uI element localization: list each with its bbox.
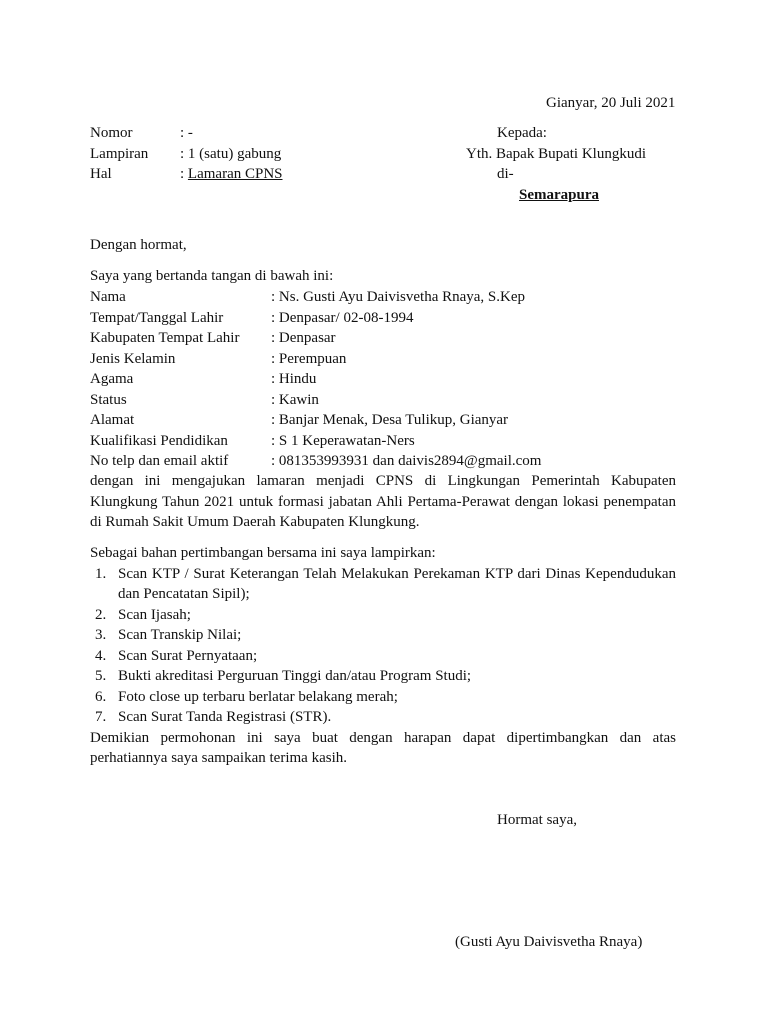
list-number: 1.: [95, 565, 107, 582]
list-number: 3.: [95, 627, 107, 643]
recipient-di: di-: [497, 166, 514, 182]
recipient-city: Semarapura: [519, 187, 599, 203]
closing-paragraph: Demikian permohonan ini saya buat dengan harapan dapat dipertimbangkan dan atas perhatiannya saya sampaikan terima kasih.: [90, 729, 676, 766]
detail-row-ttl: [90, 308, 680, 329]
hal-value: [180, 164, 283, 185]
detail-label: Kabupaten Tempat Lahir: [90, 330, 240, 346]
detail-row-pendidikan: [90, 431, 680, 452]
body-paragraph: dengan ini mengajukan lamaran menjadi CPNS di Lingkungan Pemerintah Kabupaten Klungkung Tahun 2021 untuk formasi jabatan Ahli Pertama-Perawat dengan lokasi penempatan di Rumah Sakit Umum Daerah Kabupaten Klungkung.: [90, 473, 676, 530]
list-text: Scan Surat Pernyataan;: [118, 647, 258, 664]
attachments-intro: Sebagai bahan pertimbangan bersama ini saya lampirkan:: [90, 545, 436, 561]
list-text: Foto close up terbaru berlatar belakang merah;: [118, 688, 398, 705]
detail-row-status: [90, 390, 680, 411]
detail-value: : S 1 Keperawatan-Ners: [271, 432, 415, 449]
detail-value: : Kawin: [271, 391, 319, 408]
detail-value: : Ns. Gusti Ayu Daivisvetha Rnaya, S.Kep: [271, 289, 526, 305]
detail-label: Alamat: [90, 412, 135, 428]
regards: Hormat saya,: [497, 812, 577, 828]
detail-row-agama: [90, 369, 680, 390]
lampiran-value: : 1 (satu) gabung: [180, 145, 282, 162]
lampiran-label: Lampiran: [90, 145, 149, 162]
list-text: Scan Surat Tanda Registrasi (STR).: [118, 709, 332, 725]
detail-value: : Denpasar/ 02-08-1994: [271, 309, 414, 326]
recipient-kepada: Kepada:: [497, 125, 547, 141]
list-number: 5.: [95, 668, 107, 684]
detail-row-kabupaten: [90, 328, 680, 349]
list-number: 6.: [95, 688, 107, 705]
detail-row-kontak: [90, 451, 680, 472]
list-number: 7.: [95, 709, 107, 725]
salutation: Dengan hormat,: [90, 237, 187, 253]
detail-label: No telp dan email aktif: [90, 453, 229, 469]
nomor-label: Nomor: [90, 125, 133, 141]
hal-colon: :: [180, 166, 188, 182]
detail-row-alamat: [90, 410, 680, 431]
intro-line: Saya yang bertanda tangan di bawah ini:: [90, 268, 334, 284]
detail-value: : Banjar Menak, Desa Tulikup, Gianyar: [271, 412, 509, 428]
detail-label: Agama: [90, 371, 134, 387]
detail-label: Kualifikasi Pendidikan: [90, 432, 228, 449]
list-text: Scan Ijasah;: [118, 606, 191, 623]
recipient-yth: Yth. Bapak Bupati Klungkudi: [466, 145, 646, 162]
list-text: Bukti akreditasi Perguruan Tinggi dan/atau Program Studi;: [118, 668, 472, 684]
detail-value: : Hindu: [271, 371, 317, 387]
detail-label: Jenis Kelamin: [90, 350, 176, 367]
detail-row-nama: [90, 287, 680, 308]
detail-label: Tempat/Tanggal Lahir: [90, 309, 224, 326]
detail-value: : 081353993931 dan daivis2894@gmail.com: [271, 453, 542, 469]
hal-label: Hal: [90, 166, 112, 182]
detail-row-gender: [90, 349, 680, 370]
detail-value: : Perempuan: [271, 350, 347, 367]
list-text: Scan KTP / Surat Keterangan Telah Melakukan Perekaman KTP dari Dinas Kependudukan dan Pencatatan Sipil);: [118, 565, 676, 602]
place-date: Gianyar, 20 Juli 2021: [546, 95, 676, 111]
hal-subject: Lamaran CPNS: [187, 166, 283, 182]
detail-label: Nama: [90, 289, 126, 305]
list-number: 2.: [95, 606, 107, 623]
list-text: Scan Transkip Nilai;: [118, 627, 242, 643]
list-number: 4.: [95, 647, 107, 664]
detail-label: Status: [90, 391, 127, 408]
detail-value: : Denpasar: [271, 330, 336, 346]
nomor-value: : -: [180, 125, 193, 141]
signature-name: (Gusti Ayu Daivisvetha Rnaya): [455, 934, 643, 950]
